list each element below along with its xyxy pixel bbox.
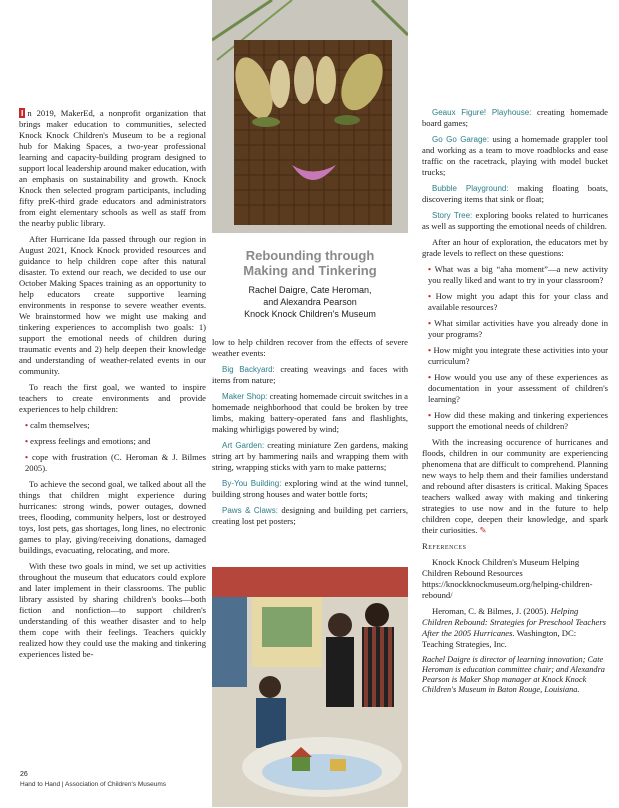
paragraph: To reach the first goal, we wanted to inspire teachers to create environments and provide experiences to help children:: [19, 382, 206, 414]
article-header: [212, 248, 408, 320]
paragraph: After Hurricane Ida passed through our region in August 2021, Knock Knock provided resources and guidance to help children cope after this natural disaster. To extend our reach, we decided to use our October Making Spaces training as an opportunity to help educators create supportive learning environments in response to severe weather events. We brainstormed how we might use making and tinkering experiences to accomplish two goals: 1) support the emotional needs of children during traumatic events and 2) help deepen their knowledge and understanding of weather-related events in our community.: [19, 234, 206, 376]
question-item: • What similar activities have you already done in your programs?: [428, 318, 608, 339]
activity-item: Art Garden: creating miniature Zen gardens, making string art by hammering nails and wrapping them with string, wrapping sticks with yarn to make patterns;: [212, 440, 408, 472]
bullet-item: • cope with frustration (C. Heroman & J. Bilmes 2005).: [25, 452, 206, 473]
activity-item: Story Tree: exploring books related to hurricanes as well as supporting the emotional needs of children.: [422, 210, 608, 231]
reference-item: Heroman, C. & Bilmes, J. (2005). Helping Children Rebound: Strategies for Preschool Teachers After the 2005 Hurricanes. Washington, DC: Teaching Strategies, Inc.: [422, 606, 607, 649]
author-line-1: Rachel Daigre, Cate Heroman,: [248, 285, 372, 295]
reference-item: Knock Knock Children's Museum Helping Children Rebound Resources https://knockknockmuseum.org/helping-children-rebound/: [422, 557, 593, 600]
paragraph-intro: I n 2019, MakerEd, a nonprofit organization that brings maker education to communities, selected Knock Knock Children's Museum to be a regional hub for Making Spaces, a two-year professional learning and capacity-building program designed to support local leadership around maker education, with an emphasis on sustainability and growth. Knock Knock then selected program participants, including fifty preK-third grade educators and administrators from eight elementary schools as well as staff from the nearby public library.: [19, 108, 206, 228]
question-item: • How did these making and tinkering experiences support the emotional needs of children?: [428, 410, 608, 431]
bullet-item: • express feelings and emotions; and: [25, 436, 151, 446]
activity-item: By-You Building: exploring wind at the wind tunnel, building strong houses and water bottle forts;: [212, 478, 408, 499]
column-3: [422, 107, 608, 700]
question-item: • How might you integrate these activities into your curriculum?: [428, 345, 608, 366]
footer-text: Hand to Hand | Association of Children's Museums: [20, 781, 167, 788]
column-1: [19, 108, 206, 665]
activity-item: Maker Shop: creating homemade circuit switches in a homemade neighborhood that could be broken by tree limbs, making battery-operated fans and flashlights, making whirligigs powered by wind;: [212, 391, 408, 434]
page-number: 26: [20, 771, 28, 778]
paragraph: After an hour of exploration, the educators met by grade levels to reflect on these questions:: [422, 237, 608, 258]
author-affiliation: Knock Knock Children's Museum: [244, 309, 376, 319]
question-item: • What was a big “aha moment”—a new activity you really liked and want to try in your classroom?: [428, 264, 609, 285]
author-bio: Rachel Daigre is director of learning innovation; Cate Heroman is education committee chair; and Alexandra Pearson is Maker Shop manager at Knock Knock Children's Museum in Baton Rouge, Louisiana.: [422, 655, 605, 694]
paragraph: With the increasing occurence of hurricanes and floods, children in our community are experiencing phenomena that are difficult to comprehend. Planning new ways to help them and their families understand and rebound after disasters is critical. Making Spaces teachers walked away with making and tinkering strategies to use now and in the future to help children cope, deepen their knowledge, and spark their curiosities. ✎: [422, 437, 608, 535]
activity-item: Big Backyard: creating weavings and faces with items from nature;: [212, 364, 409, 385]
bullet-item: • calm themselves;: [25, 420, 90, 430]
activity-item: Geaux Figure! Playhouse: creating homemade board games;: [422, 107, 608, 128]
drop-cap: I: [21, 108, 24, 118]
paragraph: With these two goals in mind, we set up activities throughout the museum that educators could explore and later implement in their classrooms. The public library assisted by sharing children's books—both fiction and nonfiction—to support children's understanding of this weather disaster and to help them cope with their feelings. Teachers quickly realized how they could use the making and tinkering experiences listed be-: [19, 561, 206, 659]
paragraph: To achieve the second goal, we talked about all the things that children might experience during hurricanes: strong winds, power outages, downed trees, flooding, community helpers, lost or destroyed toys, lost pets, gas shortages, long lines, no electronic games to play, giving/receiving donations, damaged buildings, evacuating, relocating, and more.: [19, 479, 206, 555]
question-item: • How might you adapt this for your class and available resources?: [428, 291, 608, 312]
leaf-artwork-illustration: [212, 0, 408, 233]
references-heading: References: [422, 541, 467, 551]
article-title: Rebounding through Making and Tinkering: [243, 248, 377, 278]
column-2: [212, 337, 408, 532]
author-line-2: and Alexandra Pearson: [263, 297, 357, 307]
top-photo-leaf-face-artwork: [212, 0, 408, 233]
bottom-photo-educators: [212, 567, 408, 807]
activity-item: Go Go Garage: using a homemade grappler tool and working as a team to move roadblocks and ease traffic on the racetrack, playing with model bucket trucks;: [422, 134, 609, 177]
educators-illustration: [212, 567, 408, 807]
end-mark-icon: ✎: [479, 525, 487, 535]
activity-item: Paws & Claws: designing and building pet carriers, creating lost pet posters;: [212, 505, 408, 526]
paragraph: low to help children recover from the effects of severe weather events:: [212, 337, 408, 358]
question-item: • How would you use any of these experiences as documentation in your assessment of children's learning?: [428, 372, 608, 404]
activity-item: Bubble Playground: making floating boats, discovering items that sink or float;: [422, 183, 609, 204]
